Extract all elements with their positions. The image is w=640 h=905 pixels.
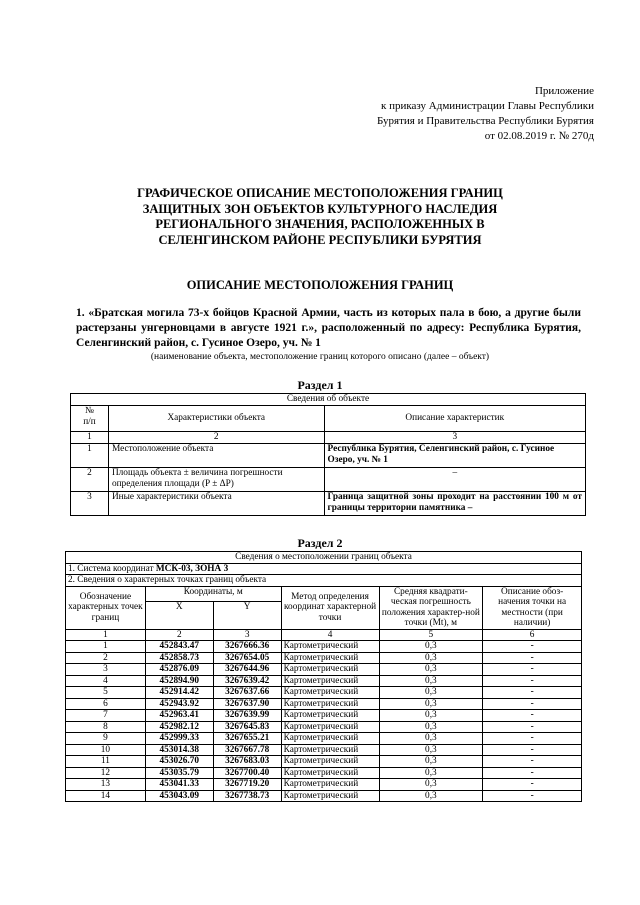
row-num: 2 [71, 468, 109, 492]
point-number: 14 [66, 790, 146, 802]
table-row [66, 790, 582, 802]
boundary-points-table [65, 551, 582, 802]
coord-y: 3267637.90 [213, 698, 281, 710]
coord-y: 3267700.40 [213, 767, 281, 779]
coord-y: 3267666.36 [213, 641, 281, 653]
coord-x: 452999.33 [145, 733, 213, 745]
point-number: 3 [66, 664, 146, 676]
row-name: Иные характеристики объекта [108, 492, 324, 516]
row-num: 1 [71, 444, 109, 468]
accuracy: 0,3 [379, 756, 483, 768]
method: Картометрический [281, 744, 379, 756]
accuracy: 0,3 [379, 698, 483, 710]
point-number: 8 [66, 721, 146, 733]
coord-x: 452914.42 [145, 687, 213, 699]
method: Картометрический [281, 698, 379, 710]
coord-y: 3267639.99 [213, 710, 281, 722]
coord-y: 3267738.73 [213, 790, 281, 802]
coord-y: 3267719.20 [213, 779, 281, 791]
coord-x: 452982.12 [145, 721, 213, 733]
table-row [66, 744, 582, 756]
index-cell: 5 [379, 629, 483, 641]
accuracy: 0,3 [379, 641, 483, 653]
table-row [66, 698, 582, 710]
table-row [71, 492, 586, 516]
coord-x: 452843.47 [145, 641, 213, 653]
object-info-table [70, 393, 586, 516]
description: - [483, 733, 582, 745]
table-row [71, 468, 586, 492]
header-num: № п/п [71, 406, 109, 432]
description: - [483, 675, 582, 687]
description: - [483, 744, 582, 756]
accuracy: 0,3 [379, 790, 483, 802]
point-number: 11 [66, 756, 146, 768]
table-row [66, 652, 582, 664]
description: - [483, 698, 582, 710]
index-cell: 2 [108, 432, 324, 444]
table-row [66, 767, 582, 779]
coord-system-value: МСК-03, ЗОНА 3 [155, 563, 229, 574]
document-title [0, 186, 640, 248]
table-caption: Сведения об объекте [71, 394, 586, 406]
header-desc: Описание обоз-начения точки на местности (при наличии) [483, 586, 582, 629]
table-row [71, 444, 586, 468]
index-cell: 3 [213, 629, 281, 641]
table-row [66, 733, 582, 745]
index-cell: 3 [324, 432, 585, 444]
coord-y: 3267645.83 [213, 721, 281, 733]
method: Картометрический [281, 733, 379, 745]
index-cell: 6 [483, 629, 582, 641]
header-accuracy: Средняя квадрати-ческая погрешность положения характер-ной точки (Мt), м [379, 586, 483, 629]
points-caption: 2. Сведения о характерных точках границ объекта [66, 575, 582, 587]
table-row [66, 756, 582, 768]
index-cell: 4 [281, 629, 379, 641]
description: - [483, 779, 582, 791]
table-row [66, 721, 582, 733]
method: Картометрический [281, 790, 379, 802]
point-number: 13 [66, 779, 146, 791]
title-line: СЕЛЕНГИНСКОМ РАЙОНЕ РЕСПУБЛИКИ БУРЯТИЯ [158, 232, 482, 247]
header-description: Описание характеристик [324, 406, 585, 432]
coord-y: 3267655.21 [213, 733, 281, 745]
method: Картометрический [281, 779, 379, 791]
method: Картометрический [281, 652, 379, 664]
point-number: 7 [66, 710, 146, 722]
table-row [66, 664, 582, 676]
accuracy: 0,3 [379, 687, 483, 699]
coord-y: 3267637.66 [213, 687, 281, 699]
index-cell: 1 [71, 432, 109, 444]
table-row [66, 687, 582, 699]
index-cell: 2 [145, 629, 213, 641]
point-number: 2 [66, 652, 146, 664]
accuracy: 0,3 [379, 733, 483, 745]
description: - [483, 767, 582, 779]
point-number: 4 [66, 675, 146, 687]
coord-y: 3267639.42 [213, 675, 281, 687]
coord-x: 452894.90 [145, 675, 213, 687]
coord-system-label: 1. Система координат [68, 563, 156, 574]
method: Картометрический [281, 641, 379, 653]
row-value: Граница защитной зоны проходит на расстоянии 100 м от границы территории памятника – [324, 492, 585, 516]
object-description: 1. «Братская могила 73-х бойцов Красной Армии, часть из которых пала в бою, а другие были растерзаны унгерновцами в августе 1921 г.», расположенный по адресу: Республика Бурятия, Селенгинский район, с. Гусиное Озеро, уч. № 1 [76, 307, 581, 349]
description: - [483, 641, 582, 653]
header-x: X [145, 601, 213, 629]
point-number: 5 [66, 687, 146, 699]
method: Картометрический [281, 710, 379, 722]
title-line: РЕГИОНАЛЬНОГО ЗНАЧЕНИЯ, РАСПОЛОЖЕННЫХ В [155, 217, 485, 231]
method: Картометрический [281, 687, 379, 699]
method: Картометрический [281, 721, 379, 733]
appendix-line: к приказу Администрации Главы Республики [381, 100, 594, 112]
coord-x: 453026.70 [145, 756, 213, 768]
header-method: Метод определения координат характерной точки [281, 586, 379, 629]
accuracy: 0,3 [379, 652, 483, 664]
section-subtitle: ОПИСАНИЕ МЕСТОПОЛОЖЕНИЯ ГРАНИЦ [186, 278, 454, 292]
description: - [483, 721, 582, 733]
description: - [483, 652, 582, 664]
section1-heading: Раздел 1 [297, 378, 343, 392]
title-line: ЗАЩИТНЫХ ЗОН ОБЪЕКТОВ КУЛЬТУРНОГО НАСЛЕДИЯ [142, 201, 498, 216]
title-line: ГРАФИЧЕСКОЕ ОПИСАНИЕ МЕСТОПОЛОЖЕНИЯ ГРАНИЦ [137, 186, 503, 200]
table-row [66, 675, 582, 687]
description: - [483, 790, 582, 802]
header-point: Обозначение характерных точек границ [66, 586, 146, 629]
coord-y: 3267644.96 [213, 664, 281, 676]
accuracy: 0,3 [379, 767, 483, 779]
section2-heading: Раздел 2 [297, 536, 343, 550]
accuracy: 0,3 [379, 710, 483, 722]
coord-x: 452963.41 [145, 710, 213, 722]
coord-x: 453035.79 [145, 767, 213, 779]
description: - [483, 664, 582, 676]
accuracy: 0,3 [379, 675, 483, 687]
method: Картометрический [281, 767, 379, 779]
method: Картометрический [281, 675, 379, 687]
description: - [483, 756, 582, 768]
appendix-line: Приложение [534, 85, 594, 97]
row-name: Площадь объекта ± величина погрешности определения площади (P ± ΔP) [108, 468, 324, 492]
header-characteristics: Характеристики объекта [108, 406, 324, 432]
table-caption: Сведения о местоположении границ объекта [66, 552, 582, 564]
index-cell: 1 [66, 629, 146, 641]
point-number: 9 [66, 733, 146, 745]
accuracy: 0,3 [379, 664, 483, 676]
coord-x: 452943.92 [145, 698, 213, 710]
point-number: 10 [66, 744, 146, 756]
coord-y: 3267683.03 [213, 756, 281, 768]
coord-x: 453014.38 [145, 744, 213, 756]
coord-x: 453041.33 [145, 779, 213, 791]
description: - [483, 710, 582, 722]
row-value: – [324, 468, 585, 492]
description: - [483, 687, 582, 699]
method: Картометрический [281, 756, 379, 768]
object-note: (наименование объекта, местоположение границ которого описано (далее – объект) [150, 352, 490, 362]
accuracy: 0,3 [379, 779, 483, 791]
appendix-line: от 02.08.2019 г. № 270д [484, 130, 594, 142]
table-row [66, 641, 582, 653]
row-num: 3 [71, 492, 109, 516]
appendix-header [377, 84, 594, 144]
coord-x: 453043.09 [145, 790, 213, 802]
point-number: 12 [66, 767, 146, 779]
coord-system-row [66, 563, 582, 575]
coord-x: 452876.09 [145, 664, 213, 676]
row-name: Местоположение объекта [108, 444, 324, 468]
header-y: Y [213, 601, 281, 629]
point-number: 6 [66, 698, 146, 710]
appendix-line: Бурятия и Правительства Республики Бурятия [376, 115, 594, 127]
coord-x: 452858.73 [145, 652, 213, 664]
coord-y: 3267667.78 [213, 744, 281, 756]
row-value: Республика Бурятия, Селенгинский район, с. Гусиное Озеро, уч. № 1 [324, 444, 585, 468]
point-number: 1 [66, 641, 146, 653]
accuracy: 0,3 [379, 721, 483, 733]
table-row [66, 779, 582, 791]
header-coords: Координаты, м [145, 586, 281, 601]
method: Картометрический [281, 664, 379, 676]
accuracy: 0,3 [379, 744, 483, 756]
table-row [66, 710, 582, 722]
coord-y: 3267654.05 [213, 652, 281, 664]
